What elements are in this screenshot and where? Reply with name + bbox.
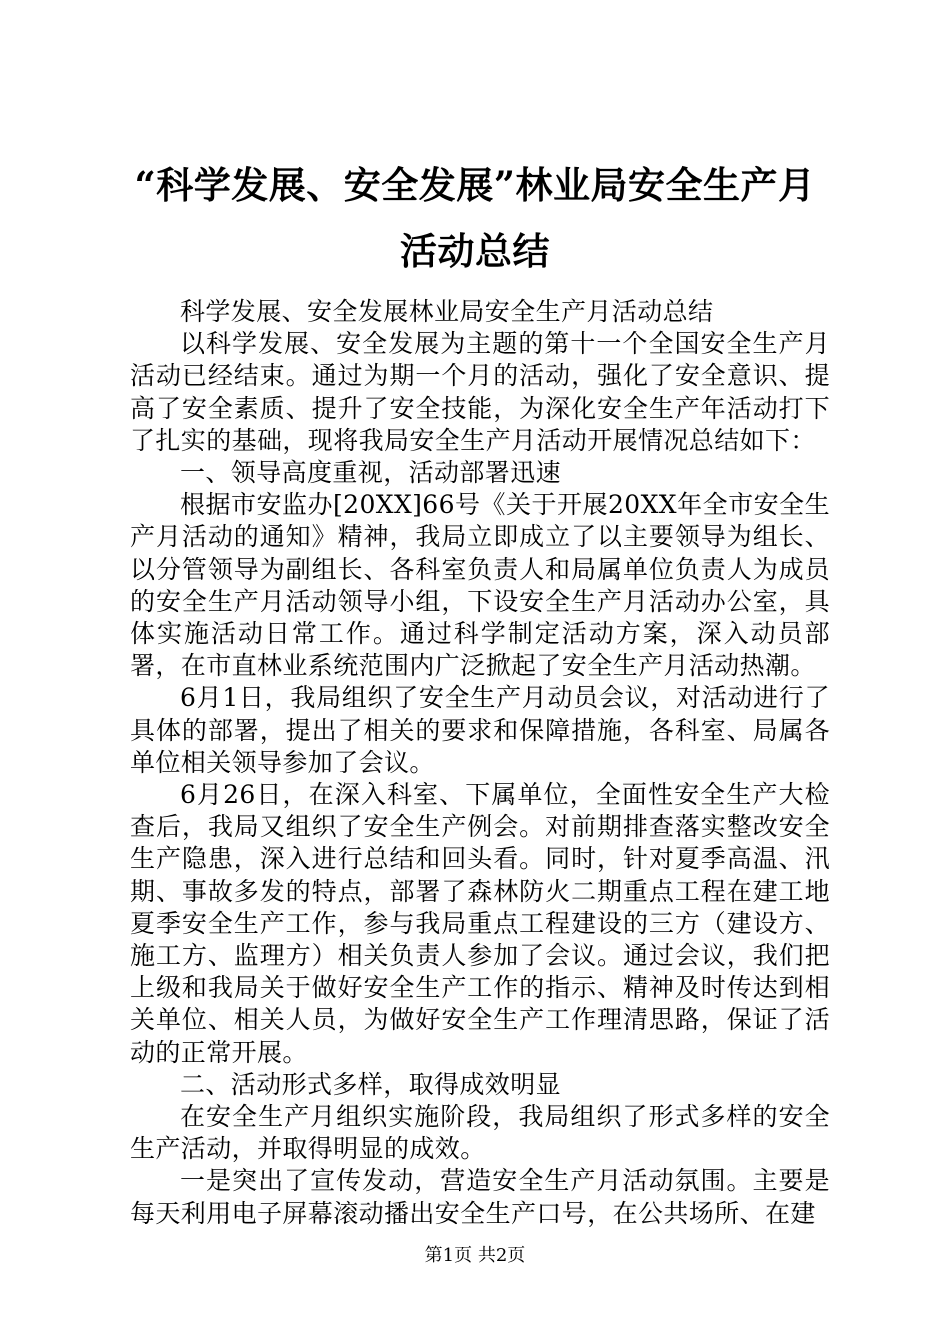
section-heading-1: 一、领导高度重视，活动部署迅速 (180, 458, 562, 488)
paragraph-activities: 在安全生产月组织实施阶段，我局组织了形式多样的安全生产活动，并取得明显的成效。 (130, 1102, 830, 1164)
document-title: “科学发展、安全发展”林业局安全生产月活动总结 (134, 163, 816, 273)
page-footer: 第1页 共2页 (424, 1245, 526, 1266)
paragraph-organization: 根据市安监办[20XX]66号《关于开展20XX年全市安全生产月活动的通知》精神，我局立即成立了以主要领导为组长、以分管领导为副组长、各科室负责人和局属单位负责人为成员的安全生产月活动领导小组，下设安全生产月活动办公室，具体实施活动日常工作。通过科学制定活动方案，深入动员部署，在市直林业系统范围内广泛掀起了安全生产月活动热潮。 (130, 490, 830, 681)
paragraph-publicity: 一是突出了宣传发动，营造安全生产月活动氛围。主要是每天利用电子屏幕滚动播出安全生产口号，在公共场所、在建 (130, 1166, 830, 1228)
paragraph-june-1: 6月1日，我局组织了安全生产月动员会议，对活动进行了具体的部署，提出了相关的要求和保障措施，各科室、局属各单位相关领导参加了会议。 (130, 683, 830, 777)
paragraph-intro: 以科学发展、安全发展为主题的第十一个全国安全生产月活动已经结束。通过为期一个月的活动，强化了安全意识、提高了安全素质、提升了安全技能，为深化安全生产年活动打下了扎实的基础，现将我局安全生产月活动开展情况总结如下： (130, 329, 830, 455)
document-body (130, 296, 830, 1230)
paragraph-june-26: 6月26日，在深入科室、下属单位，全面性安全生产大检查后，我局又组织了安全生产例会。对前期排查落实整改安全生产隐患，深入进行总结和回头看。同时，针对夏季高温、汛期、事故多发的特点，部署了森林防火二期重点工程在建工地夏季安全生产工作，参与我局重点工程建设的三方（建设方、施工方、监理方）相关负责人参加了会议。通过会议，我们把上级和我局关于做好安全生产工作的指示、精神及时传达到相关单位、相关人员，为做好安全生产工作理清思路，保证了活动的正常开展。 (130, 780, 830, 1067)
paragraph-subtitle: 科学发展、安全发展林业局安全生产月活动总结 (180, 297, 714, 326)
section-heading-2: 二、活动形式多样，取得成效明显 (180, 1069, 562, 1099)
